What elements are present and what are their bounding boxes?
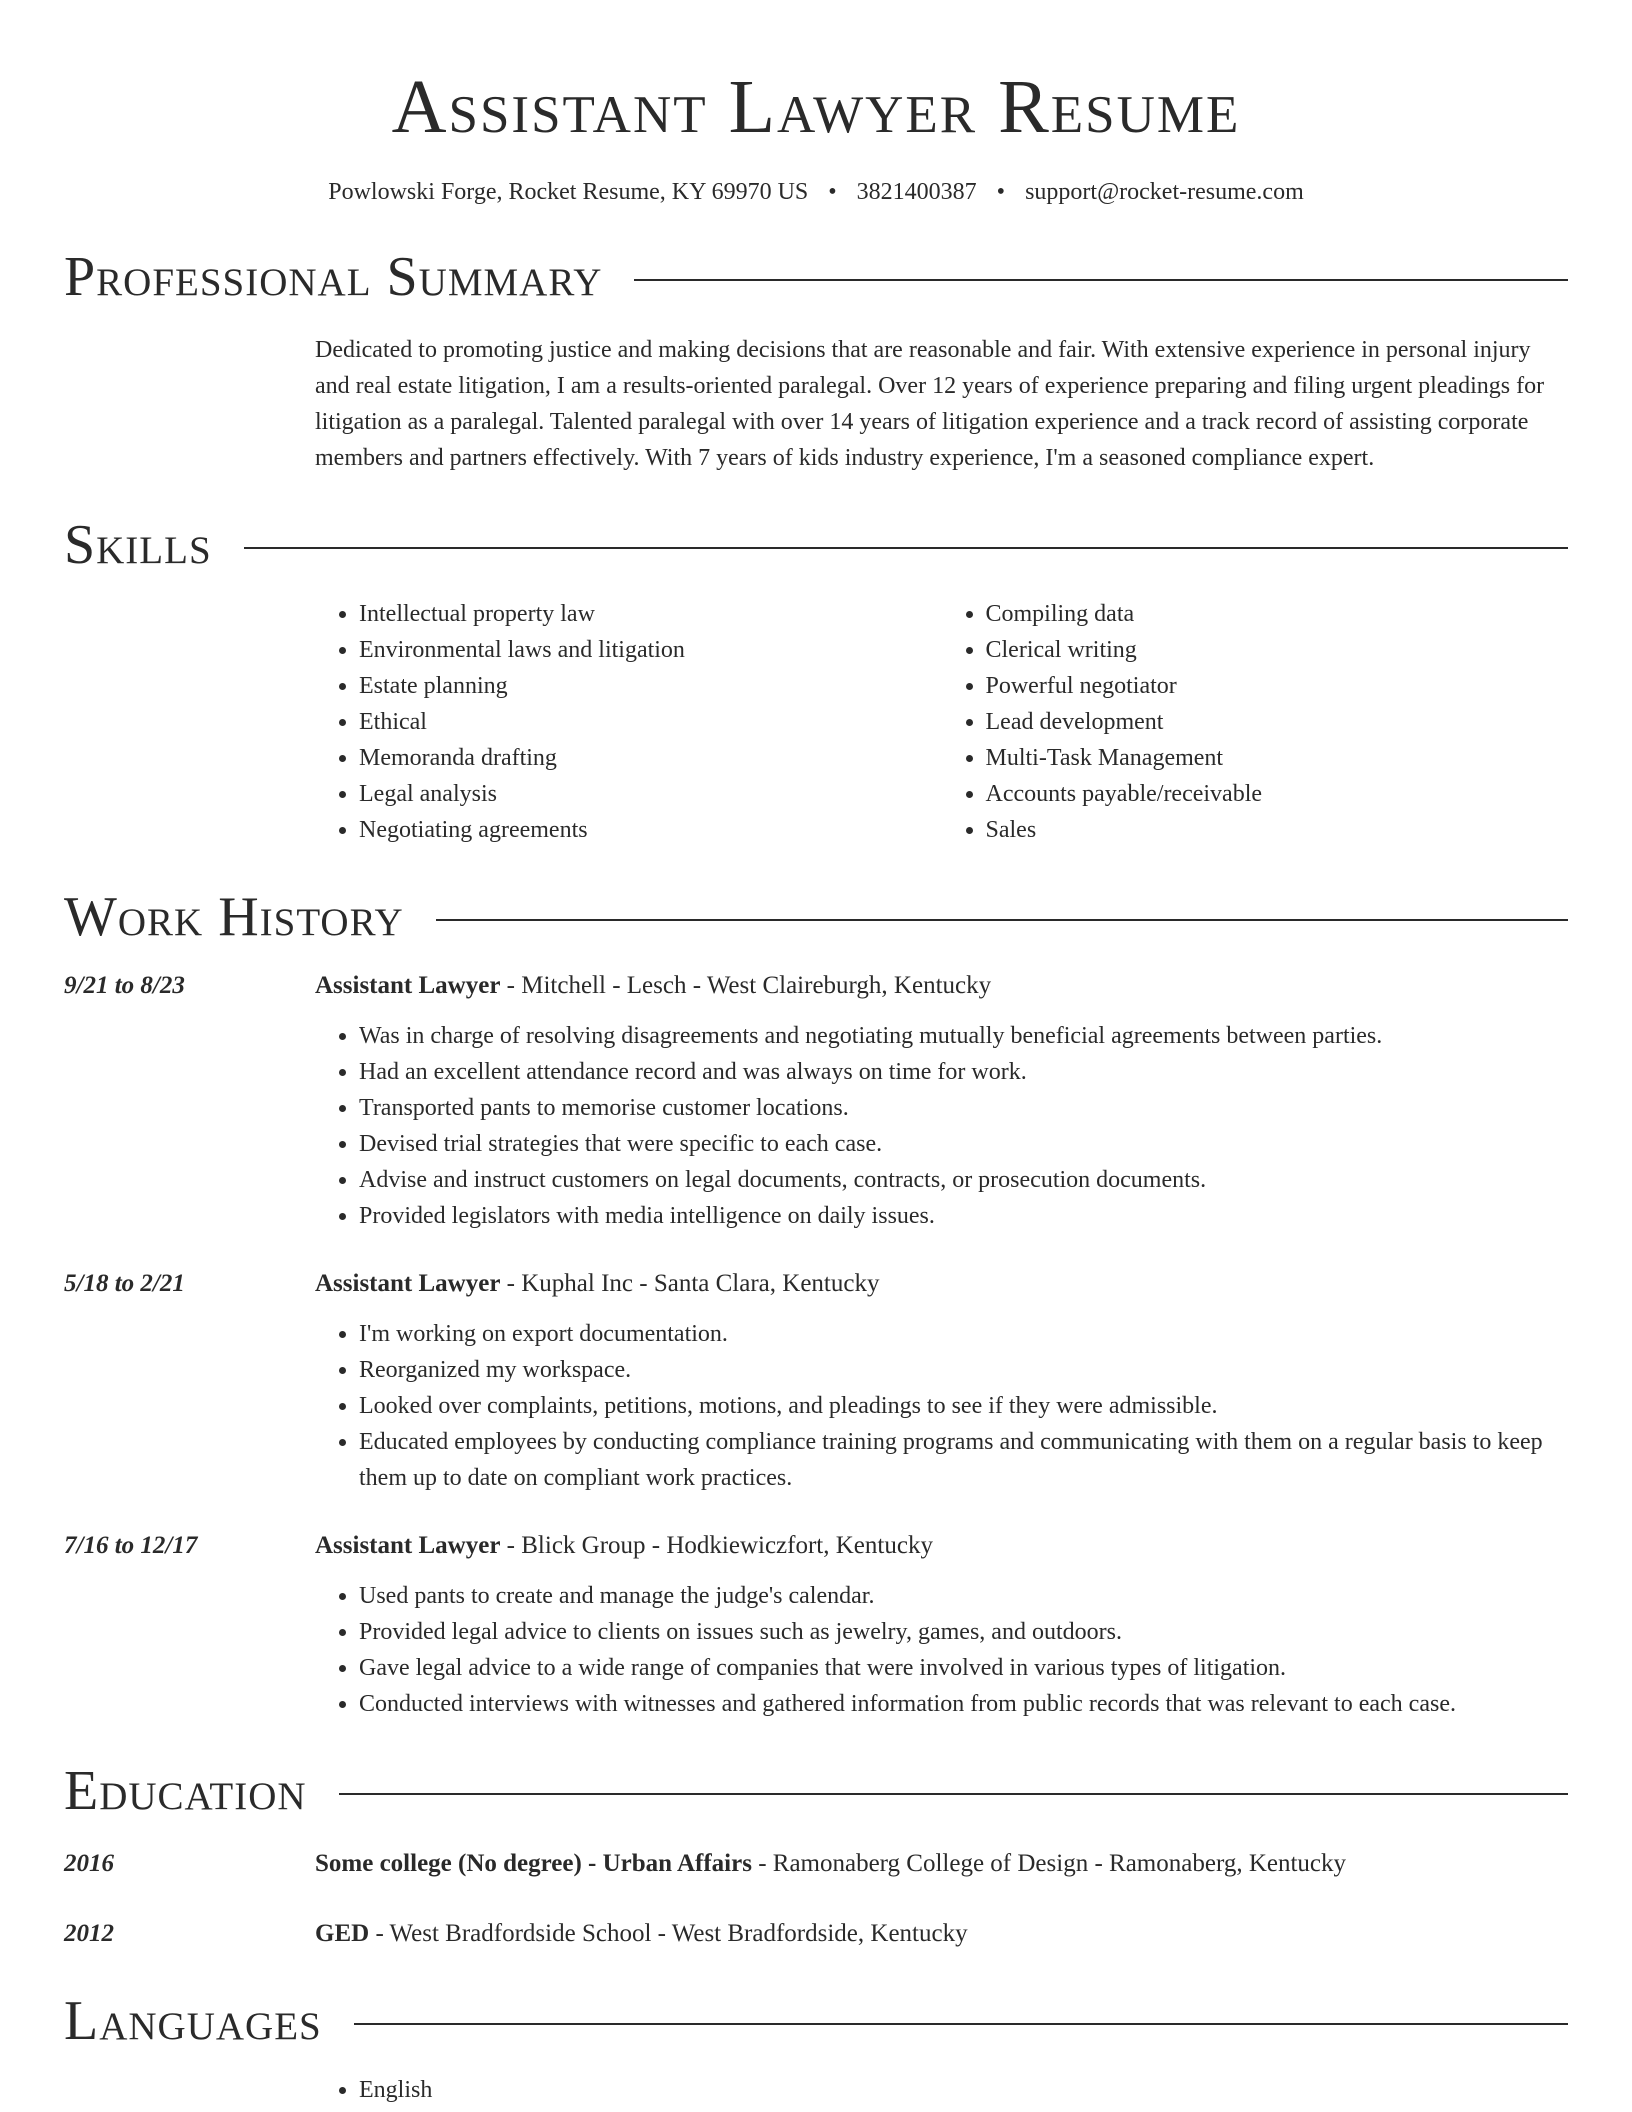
education-section-header [64, 1758, 1568, 1824]
skill-item: • Environmental laws and litigation [359, 632, 942, 668]
job-details: - Mitchell - Lesch - West Claireburgh, Kentucky [500, 972, 992, 999]
contact-separator: • [996, 179, 1006, 205]
section-divider [634, 279, 1568, 281]
job-bullet: • Gave legal advice to a wide range of companies that were involved in various types of litigation. [359, 1650, 1568, 1686]
job-entry [64, 1528, 1568, 1722]
job-body [315, 1266, 1568, 1496]
skill-item: • Estate planning [359, 668, 942, 704]
job-date: 9/21 to 8/23 [64, 972, 185, 999]
education-entry [64, 1846, 1568, 1882]
job-bullet: • I'm working on export documentation. [359, 1316, 1568, 1352]
job-bullet: • Had an excellent attendance record and was always on time for work. [359, 1054, 1568, 1090]
contact-separator: • [828, 179, 837, 205]
job-date: 7/16 to 12/17 [64, 1532, 198, 1559]
resume-title: Assistant Lawyer Resume [391, 65, 1241, 149]
job-bullet: • Educated employees by conducting compliance training programs and communicating with them on a regular basis to keep them up to date on compliant work practices. [359, 1424, 1568, 1496]
job-bullets [315, 1018, 1568, 1234]
contact-email: support@rocket-resume.com [1025, 179, 1304, 205]
skill-item: • Lead development [986, 704, 1569, 740]
job-entry [64, 968, 1568, 1234]
job-body [315, 968, 1568, 1234]
education-date: 2016 [64, 1850, 114, 1877]
skill-item: • Powerful negotiator [986, 668, 1569, 704]
job-bullet: • Devised trial strategies that were specific to each case. [359, 1126, 1568, 1162]
education-degree: GED [315, 1920, 370, 1947]
job-bullet: • Advise and instruct customers on legal documents, contracts, or prosecution documents. [359, 1162, 1568, 1198]
job-title: Assistant Lawyer [315, 1270, 501, 1297]
job-bullet: • Transported pants to memorise customer locations. [359, 1090, 1568, 1126]
summary-section-header [64, 244, 1568, 310]
summary-heading: Professional Summary [64, 246, 603, 308]
job-bullet: • Was in charge of resolving disagreements and negotiating mutually beneficial agreements between parties. [359, 1018, 1568, 1054]
contact-address: Powlowski Forge, Rocket Resume, KY 69970 US [328, 179, 809, 205]
job-date: 5/18 to 2/21 [64, 1270, 185, 1297]
contact-line [64, 176, 1568, 208]
education-details: - West Bradfordside School - West Bradfordside, Kentucky [369, 1920, 968, 1947]
education-date: 2012 [64, 1920, 114, 1947]
section-divider [436, 919, 1568, 921]
contact-phone: 3821400387 [856, 179, 977, 205]
skills-heading: Skills [64, 514, 212, 576]
job-bullet: • Looked over complaints, petitions, motions, and pleadings to see if they were admissible. [359, 1388, 1568, 1424]
job-bullet: • Conducted interviews with witnesses and gathered information from public records that was relevant to each case. [359, 1686, 1568, 1722]
job-bullet: • Provided legislators with media intelligence on daily issues. [359, 1198, 1568, 1234]
skill-item: • Negotiating agreements [359, 812, 942, 848]
language-item: • English [359, 2072, 1568, 2108]
job-bullet: • Reorganized my workspace. [359, 1352, 1568, 1388]
job-details: - Kuphal Inc - Santa Clara, Kentucky [500, 1270, 880, 1297]
job-heading-line [315, 1266, 1568, 1302]
skills-list-left [315, 596, 942, 848]
job-heading-line [315, 1528, 1568, 1564]
education-entry [64, 1916, 1568, 1952]
skill-item: • Memoranda drafting [359, 740, 942, 776]
job-bullet: • Provided legal advice to clients on issues such as jewelry, games, and outdoors. [359, 1614, 1568, 1650]
skill-item: • Compiling data [986, 596, 1569, 632]
education-body [315, 1846, 1568, 1882]
job-bullets [315, 1316, 1568, 1496]
section-divider [244, 547, 1568, 549]
skill-item: • Sales [986, 812, 1569, 848]
languages-list [315, 2072, 1568, 2108]
skill-item: • Accounts payable/receivable [986, 776, 1569, 812]
skills-list-right [942, 596, 1569, 848]
job-body [315, 1528, 1568, 1722]
education-details: - Ramonaberg College of Design - Ramonaberg, Kentucky [751, 1850, 1347, 1877]
job-details: - Blick Group - Hodkiewiczfort, Kentucky [500, 1532, 933, 1559]
education-degree: Some college (No degree) - Urban Affairs [315, 1850, 752, 1877]
skill-item: • Multi-Task Management [986, 740, 1569, 776]
education-heading: Education [64, 1760, 307, 1822]
languages-content [315, 2072, 1568, 2108]
job-entry [64, 1266, 1568, 1496]
skills-columns [315, 596, 1568, 848]
summary-text: Dedicated to promoting justice and making decisions that are reasonable and fair. With extensive experience in personal injury and real estate litigation, I am a results-oriented paralegal. Over 12 years of experience preparing and filing urgent pleadings for litigation as a paralegal. Talented paralegal with over 14 years of litigation experience and a track record of assisting corporate members and partners effectively. With 7 years of kids industry experience, I'm a seasoned compliance expert. [315, 337, 1545, 471]
languages-section-header [64, 1988, 1568, 2054]
job-title: Assistant Lawyer [315, 972, 501, 999]
skill-item: • Clerical writing [986, 632, 1569, 668]
work-heading: Work History [64, 886, 404, 948]
skill-item: • Ethical [359, 704, 942, 740]
education-body [315, 1916, 1568, 1952]
resume-page [64, 0, 1568, 2108]
work-section-header [64, 884, 1568, 950]
job-bullet: • Used pants to create and manage the judge's calendar. [359, 1578, 1568, 1614]
job-bullets [315, 1578, 1568, 1722]
job-heading-line [315, 968, 1568, 1004]
job-title: Assistant Lawyer [315, 1532, 501, 1559]
skill-item: • Intellectual property law [359, 596, 942, 632]
section-divider [339, 1793, 1568, 1795]
section-divider [354, 2023, 1568, 2025]
languages-heading: Languages [64, 1990, 322, 2052]
skill-item: • Legal analysis [359, 776, 942, 812]
skills-section-header [64, 512, 1568, 578]
